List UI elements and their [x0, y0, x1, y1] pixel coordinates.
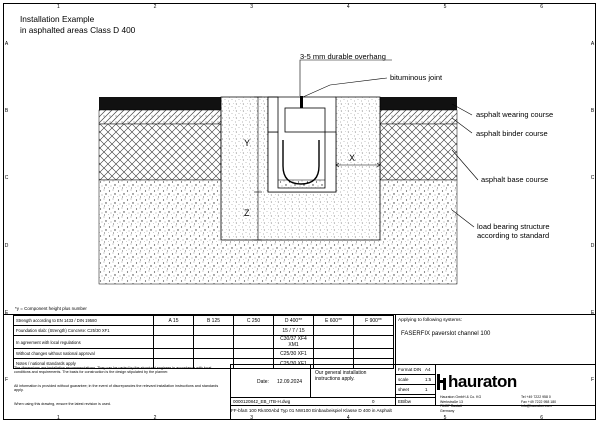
disclaimer-2: All information is provided without guarantee; in the event of discrepancies the relevant installation instructions and standards apply. [14, 384, 219, 393]
sheet-label: sheet [398, 387, 410, 392]
slot-left [268, 97, 278, 132]
class-a15: A 15 [154, 316, 194, 326]
ruler-label: 5 [443, 3, 447, 10]
ruler-label: 5 [443, 414, 447, 421]
scale-label: scale [398, 377, 409, 382]
scale-value: 1:5 [425, 377, 432, 382]
ruler-label: A [4, 40, 9, 47]
label-bituminous-joint: bituminous joint [390, 73, 443, 82]
ruler-label: A [590, 40, 595, 47]
ruler-label: 4 [346, 414, 350, 421]
class-e600: E 600** [314, 316, 354, 326]
label-overhang: 3-5 mm durable overhang [300, 52, 386, 61]
drawn-by: EB/bw [398, 399, 412, 404]
date-value: 12.09.2024 [277, 379, 303, 385]
ruler-label: D [590, 242, 595, 249]
d400-value-1: 15 / 7 / 15 [274, 326, 314, 336]
company-address: Hauraton GmbH & Co. KG Werkstraße 13 76437 Rastatt Germany [440, 395, 482, 413]
ruler-label: F [590, 377, 595, 384]
dim-y-label: Y [244, 138, 251, 148]
asphalt-wearing-right [380, 97, 457, 110]
label-asphalt-binder: asphalt binder course [476, 129, 548, 138]
ruler-label: 6 [540, 414, 543, 421]
slot-cover [285, 108, 325, 132]
leader-bituminous [303, 78, 387, 97]
d400-value-4: C25/30 XF1 [274, 359, 314, 369]
label-asphalt-base: asphalt base course [481, 175, 549, 184]
asphalt-wearing-left [99, 97, 221, 110]
applying-label: Applying to following systems: [398, 318, 462, 323]
ruler-label: F [4, 377, 9, 384]
table-row-national: Without changes without national approval [14, 349, 154, 359]
title-line1: Installation Example [20, 14, 95, 24]
class-c250: C 250 [234, 316, 274, 326]
ruler-label: B [590, 107, 595, 114]
dim-x-label: X [349, 153, 356, 163]
ruler-label: 1 [56, 3, 60, 10]
label-load-bearing: load bearing structure according to standard [477, 222, 550, 240]
ruler-label: 3 [250, 414, 254, 421]
drawing-number: 0000120842_EB_ITB-H.dwg [233, 399, 291, 404]
applying-system: FASERFIX paverslot channel 100 [401, 331, 491, 337]
ruler-label: 1 [56, 414, 60, 421]
table-row-header: Strength according to EN 1433 / DIN 19580 [14, 316, 154, 326]
dim-z-label: Z [244, 208, 250, 218]
label-asphalt-wearing: asphalt wearing course [476, 110, 554, 119]
table-row-foundation: Foundation slab: (Strength) Concrete: C25/30 XF1 [14, 326, 154, 336]
d400-value-2: C30/37 XF4 XM1 [274, 336, 314, 349]
format-label: Format DIN [398, 367, 422, 372]
leader-overhang [300, 60, 392, 96]
revision: 0 [372, 399, 375, 404]
disclaimer-1: The dimensions are installation recommendations. They can be varied by the structural engineer in accordance with local conditions and requirements. The basis for construction is the design stipulated by the planner. [14, 366, 212, 375]
date-label: Date: [257, 379, 269, 385]
ruler-label: 2 [153, 414, 157, 421]
class-f900: F 900** [354, 316, 394, 326]
ruler-label: 6 [540, 3, 543, 10]
format-value: A4 [425, 367, 431, 372]
ruler-label: D [4, 242, 9, 249]
sheet-value: 1 [425, 387, 428, 392]
asphalt-binder-right [380, 110, 457, 124]
ruler-label: C [4, 175, 9, 182]
strength-table [13, 315, 394, 369]
ruler-label: 3 [250, 3, 254, 10]
disclaimer-3: When using this drawing, ensure the latest revision is used. [14, 402, 111, 406]
ruler-label: 4 [346, 3, 350, 10]
asphalt-base-right [380, 124, 457, 180]
ruler-label: 2 [153, 3, 157, 10]
table-row-local: In agreement with local regulations [14, 336, 154, 349]
ruler-label: E [4, 309, 9, 316]
hauraton-logo-icon [437, 374, 447, 390]
asphalt-base-left [99, 124, 221, 180]
table-row-notes: Notes / national standards apply [14, 359, 154, 369]
footnote: *y = Component height plus number [15, 306, 87, 311]
ruler-label: B [4, 107, 9, 114]
bituminous-joint-mark [300, 96, 303, 108]
title-line2: in asphalted areas Class D 400 [20, 25, 136, 35]
general-note: Our general installation instructions apply. [315, 370, 367, 382]
brand-logo: hauraton [448, 372, 517, 391]
d400-value-3: C25/30 XF1 [274, 349, 314, 359]
ruler-label: C [590, 175, 595, 182]
file-name: FF-bfaS 100 Rk400Abd Typ 01 NW100 Einbaubeispiel Klasse D 400 in Asphalt [231, 408, 392, 413]
company-contact: Tel +49 7222 958 0 Fax +49 7222 958 180 info@hauraton.com [521, 395, 557, 408]
asphalt-binder-left [99, 110, 221, 124]
class-b125: B 125 [194, 316, 234, 326]
ruler-label: E [590, 309, 595, 316]
channel-invert [283, 140, 319, 184]
class-d400: D 400** [274, 316, 314, 326]
